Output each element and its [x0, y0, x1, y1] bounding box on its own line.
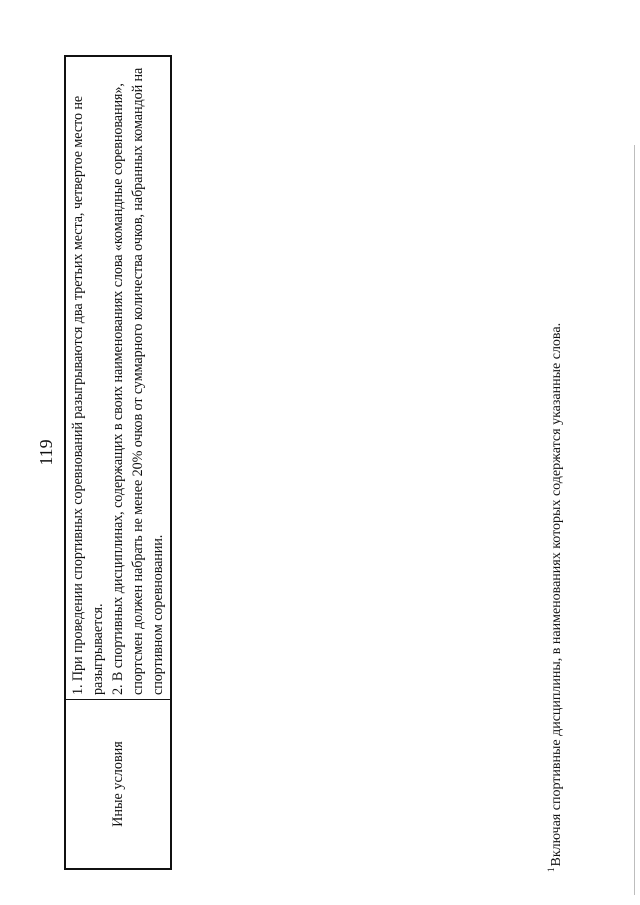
scan-edge-line	[634, 145, 635, 895]
row-label: Иные условия	[65, 700, 171, 870]
footnote	[541, 52, 567, 872]
table-row	[65, 56, 171, 869]
footnote-text: Включая спортивные дисциплины, в наименованиях которых содержатся указанные слова.	[549, 322, 564, 867]
condition-item-1: 1. При проведении спортивных соревнований разыгрываются два третьих места, четвертое место не разыгрывается.	[70, 95, 106, 695]
row-content	[65, 56, 171, 700]
footnote-marker: 1	[546, 867, 556, 872]
page-number: 119	[36, 439, 56, 466]
condition-item-2: 2. В спортивных дисциплинах, содержащих в своих наименованиях слова «командные соревнования», спортсмен должен набрать не менее 20% очков от суммарного количества очков, набранных командой на спортивном соревновании.	[110, 67, 166, 695]
conditions-table	[64, 55, 172, 870]
